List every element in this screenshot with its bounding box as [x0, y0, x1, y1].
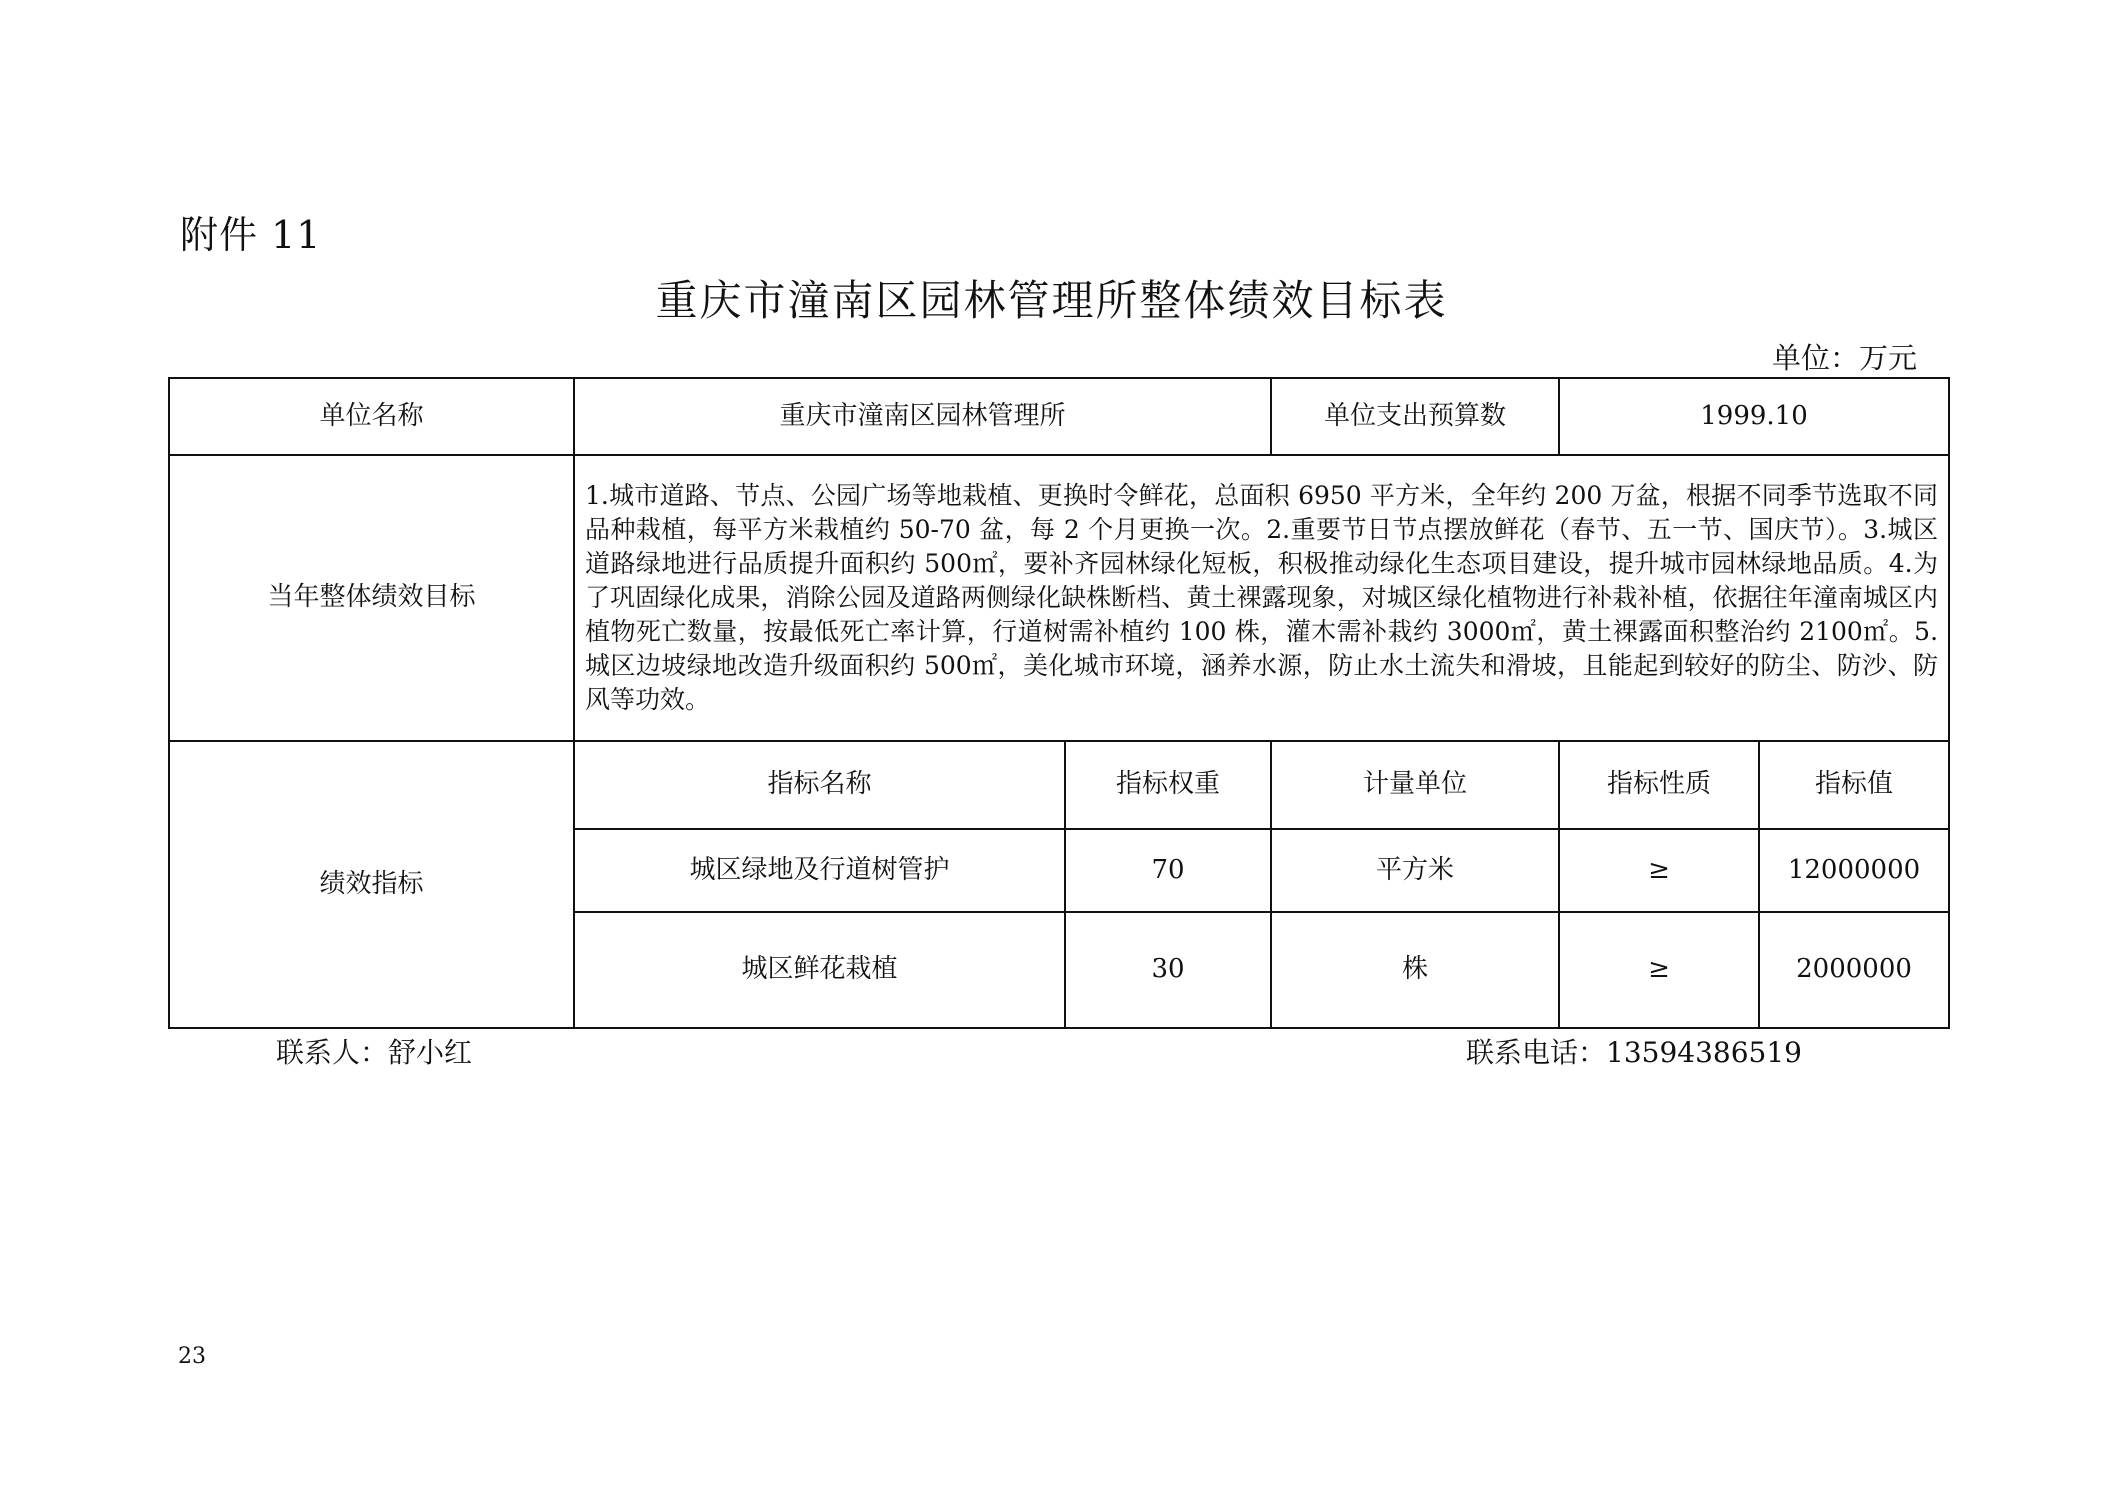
indicator-value: 12000000 [1759, 829, 1949, 912]
goal-text: 1.城市道路、节点、公园广场等地栽植、更换时令鲜花，总面积 6950 平方米，全年约 200 万盆，根据不同季节选取不同品种栽植，每平方米栽植约 50-70 盆，每 2 个月更换一次。2.重要节日节点摆放鲜花（春节、五一节、国庆节）。3.城区道路绿地进行品质提升面积约 500㎡，要补齐园林绿化短板，积极推动绿化生态项目建设，提升城市园林绿地品质。4.为了巩固绿化成果，消除公园及道路两侧绿化缺株断档、黄土裸露现象，对城区绿化植物进行补栽补植，依据往年潼南城区内植物死亡数量，按最低死亡率计算，行道树需补植约 100 株，灌木需补栽约 3000㎡，黄土裸露面积整治约 2100㎡。5.城区边坡绿地改造升级面积约 500㎡，美化城市环境，涵养水源，防止水土流失和滑坡，且能起到较好的防尘、防沙、防风等功效。 [574, 455, 1949, 741]
indicator-header: 绩效指标 [169, 741, 574, 1028]
indicator-name: 城区鲜花栽植 [574, 912, 1065, 1028]
indicator-value: 2000000 [1759, 912, 1949, 1028]
goal-row [169, 455, 1949, 741]
column-header-name: 指标名称 [574, 741, 1065, 829]
indicator-nature: ≥ [1559, 912, 1759, 1028]
unit-name-value: 重庆市潼南区园林管理所 [574, 378, 1271, 455]
indicator-unit: 平方米 [1271, 829, 1559, 912]
column-header-nature: 指标性质 [1559, 741, 1759, 829]
attachment-label: 附件 11 [180, 213, 322, 257]
budget-header: 单位支出预算数 [1271, 378, 1559, 455]
unit-label: 单位：万元 [1771, 341, 1917, 375]
page-number: 23 [178, 1344, 206, 1369]
indicator-name: 城区绿地及行道树管护 [574, 829, 1065, 912]
indicator-weight: 30 [1065, 912, 1271, 1028]
indicator-unit: 株 [1271, 912, 1559, 1028]
indicator-weight: 70 [1065, 829, 1271, 912]
contact-person: 联系人：舒小红 [276, 1036, 473, 1069]
goal-header: 当年整体绩效目标 [169, 455, 574, 741]
contact-phone: 联系电话：13594386519 [1466, 1036, 1802, 1069]
document-title: 重庆市潼南区园林管理所整体绩效目标表 [655, 276, 1448, 325]
performance-goal-table [168, 377, 1950, 1029]
unit-name-header: 单位名称 [169, 378, 574, 455]
budget-value: 1999.10 [1559, 378, 1949, 455]
column-header-weight: 指标权重 [1065, 741, 1271, 829]
unit-info-row [169, 378, 1949, 455]
indicator-columns-row [169, 741, 1949, 829]
column-header-value: 指标值 [1759, 741, 1949, 829]
column-header-unit: 计量单位 [1271, 741, 1559, 829]
indicator-nature: ≥ [1559, 829, 1759, 912]
